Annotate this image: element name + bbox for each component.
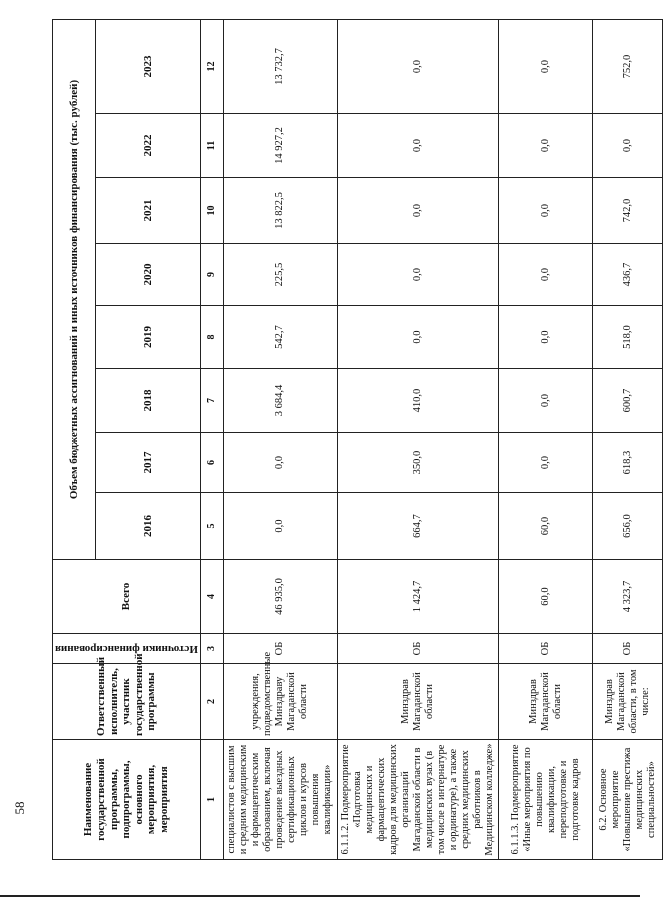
table-row	[337, 19, 499, 859]
page-number: 58	[12, 801, 27, 815]
column-number-row	[200, 19, 223, 859]
rotated-page	[12, 20, 657, 860]
column-number: 6	[200, 433, 223, 493]
header-year: 2017	[96, 433, 201, 493]
row-value: 0,0	[337, 306, 499, 369]
budget-table	[52, 19, 663, 860]
row-value: 0,0	[499, 369, 593, 433]
bottom-rule	[0, 895, 640, 897]
row-value: 542,7	[223, 306, 337, 369]
header-year: 2019	[96, 306, 201, 369]
row-executor: учреждения, подведомственные Минздраву Магаданской области	[223, 664, 337, 740]
row-value: 0,0	[499, 178, 593, 244]
table-row	[593, 19, 663, 859]
table-row	[223, 19, 337, 859]
row-value: 0,0	[223, 493, 337, 560]
row-value: 664,7	[337, 493, 499, 560]
header-name: Наименование государственной программы, подпрограммы, основного мероприятия, мероприятия	[53, 740, 201, 860]
row-value: 0,0	[223, 433, 337, 493]
row-value: 0,0	[499, 433, 593, 493]
row-value: 436,7	[593, 244, 663, 306]
row-executor: Минздрав Магаданской области, в том числе:	[593, 664, 663, 740]
table-row	[499, 19, 593, 859]
row-value: 60,0	[499, 493, 593, 560]
header-year: 2016	[96, 493, 201, 560]
row-value: 0,0	[499, 244, 593, 306]
row-source: ОБ	[337, 634, 499, 664]
row-value: 752,0	[593, 19, 663, 113]
row-value: 656,0	[593, 493, 663, 560]
column-number: 7	[200, 369, 223, 433]
row-value: 742,0	[593, 178, 663, 244]
column-number: 5	[200, 493, 223, 560]
row-total: 46 935,0	[223, 560, 337, 634]
row-value: 0,0	[337, 178, 499, 244]
column-number: 2	[200, 664, 223, 740]
row-name: 6.1.1.2. Подмероприятие «Подготовка медицинских и фармацевтических кадров для медицинских организаций Магаданской области в медицинских вузах (в том числе в интернатуре и ординатуре), а также средних медицинских работников в Медицинском колледже»	[337, 740, 499, 860]
row-value: 13 822,5	[223, 178, 337, 244]
row-value: 0,0	[337, 244, 499, 306]
row-value: 350,0	[337, 433, 499, 493]
header-year: 2021	[96, 178, 201, 244]
row-value: 600,7	[593, 369, 663, 433]
column-number: 1	[200, 740, 223, 860]
column-number: 12	[200, 19, 223, 113]
column-number: 8	[200, 306, 223, 369]
row-name: 6.2. Основное мероприятие «Повышение престижа медицинских специальностей»	[593, 740, 663, 860]
row-source: ОБ	[223, 634, 337, 664]
column-number: 11	[200, 114, 223, 178]
header-year: 2018	[96, 369, 201, 433]
row-value: 13 732,7	[223, 19, 337, 113]
header-total: Всего	[53, 560, 201, 634]
row-value: 518,0	[593, 306, 663, 369]
row-total: 4 323,7	[593, 560, 663, 634]
header-year: 2020	[96, 244, 201, 306]
row-source: ОБ	[499, 634, 593, 664]
row-value: 0,0	[499, 114, 593, 178]
row-value: 0,0	[499, 306, 593, 369]
header-executor: Ответственный исполнитель, участник государственной программы	[53, 664, 201, 740]
column-number: 9	[200, 244, 223, 306]
row-executor: Минздрав Магаданской области	[499, 664, 593, 740]
column-number: 3	[200, 634, 223, 664]
row-value: 3 684,4	[223, 369, 337, 433]
row-value: 14 927,2	[223, 114, 337, 178]
header-year: 2022	[96, 114, 201, 178]
row-total: 60,0	[499, 560, 593, 634]
header-source	[53, 634, 201, 664]
row-name: специалистов с высшим и средним медицинским и фармацевтическим образованием, включая проведение выездных сертификационных циклов и курсов повышения квалификации»	[223, 740, 337, 860]
row-name: 6.1.1.3. Подмероприятие «Иные мероприятия по повышению квалификации, переподготовке и подготовке кадров	[499, 740, 593, 860]
row-value: 0,0	[337, 114, 499, 178]
column-number: 10	[200, 178, 223, 244]
row-executor: Минздрав Магаданской области	[337, 664, 499, 740]
row-source: ОБ	[593, 634, 663, 664]
row-value: 0,0	[337, 19, 499, 113]
column-number: 4	[200, 560, 223, 634]
header-year: 2023	[96, 19, 201, 113]
row-value: 0,0	[499, 19, 593, 113]
header-group: Объем бюджетных ассигнований и иных источников финансирования (тыс. рублей)	[53, 19, 96, 559]
row-value: 0,0	[593, 114, 663, 178]
row-total: 1 424,7	[337, 560, 499, 634]
row-value: 225,5	[223, 244, 337, 306]
header-source-text: Источники финансирования	[55, 642, 198, 655]
row-value: 410,0	[337, 369, 499, 433]
row-value: 618,3	[593, 433, 663, 493]
